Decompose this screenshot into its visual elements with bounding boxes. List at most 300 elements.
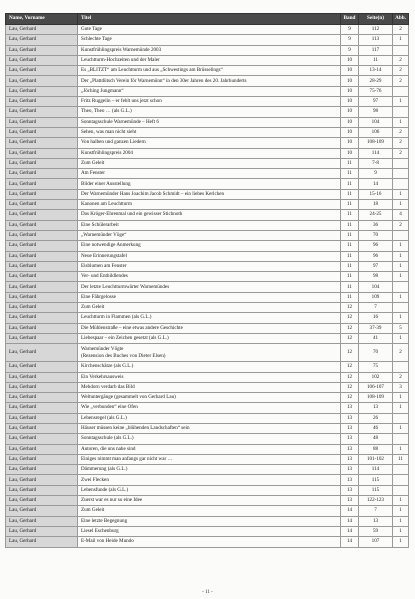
- pages-cell: 106: [359, 127, 393, 137]
- name-cell: Lau, Gerhard: [6, 230, 78, 240]
- name-cell: Lau, Gerhard: [6, 485, 78, 495]
- table-row: [6, 475, 409, 485]
- pages-cell: 96: [359, 241, 393, 251]
- band-cell: 11: [341, 261, 359, 271]
- name-cell: Lau, Gerhard: [6, 97, 78, 107]
- pages-cell: 7: [359, 506, 393, 516]
- table-row: [6, 55, 409, 65]
- title-cell: Liesel Eschenburg: [78, 526, 341, 536]
- pages-cell: 88: [359, 444, 393, 454]
- figures-cell: [393, 86, 409, 96]
- table-row: [6, 516, 409, 526]
- title-cell: Von halben und ganzen Liedern: [78, 138, 341, 148]
- band-cell: 10: [341, 55, 359, 65]
- table-row: [6, 382, 409, 392]
- name-cell: Lau, Gerhard: [6, 272, 78, 282]
- title-cell: Zwei Flecken: [78, 475, 341, 485]
- figures-cell: 2: [393, 66, 409, 76]
- name-cell: Lau, Gerhard: [6, 86, 78, 96]
- name-cell: Lau, Gerhard: [6, 45, 78, 55]
- name-cell: Lau, Gerhard: [6, 76, 78, 86]
- title-cell: Das Kröger-Ehrenmal und ein gewisser Stichnoth: [78, 210, 341, 220]
- title-cell: Eine Schülerarbeit: [78, 220, 341, 230]
- table-row: [6, 179, 409, 189]
- title-cell: Zum Geleit: [78, 506, 341, 516]
- figures-cell: 1: [393, 506, 409, 516]
- pages-cell: 96: [359, 251, 393, 261]
- figures-cell: [393, 179, 409, 189]
- figures-cell: 2: [393, 344, 409, 362]
- figures-cell: [393, 158, 409, 168]
- table-row: [6, 444, 409, 454]
- name-cell: Lau, Gerhard: [6, 434, 78, 444]
- table-row: [6, 86, 409, 96]
- pages-cell: 24-25: [359, 210, 393, 220]
- title-cell: Kunstfrühlingspreis 2004: [78, 148, 341, 158]
- pages-cell: 18: [359, 200, 393, 210]
- name-cell: Lau, Gerhard: [6, 372, 78, 382]
- figures-cell: 1: [393, 97, 409, 107]
- title-cell: Wie „verbunden“ eine Ofen: [78, 403, 341, 413]
- figures-cell: 1: [393, 516, 409, 526]
- band-cell: 10: [341, 148, 359, 158]
- band-cell: 14: [341, 537, 359, 547]
- band-cell: 10: [341, 127, 359, 137]
- band-cell: 10: [341, 107, 359, 117]
- band-cell: 12: [341, 313, 359, 323]
- band-cell: 12: [341, 333, 359, 343]
- band-cell: 11: [341, 230, 359, 240]
- pages-cell: 114: [359, 465, 393, 475]
- name-cell: Lau, Gerhard: [6, 537, 78, 547]
- title-cell: Es „BLITZT“ am Leuchtturm und aus „Schwestings am Brüsselings“: [78, 66, 341, 76]
- name-cell: Lau, Gerhard: [6, 403, 78, 413]
- band-cell: 12: [341, 382, 359, 392]
- table-row: [6, 413, 409, 423]
- title-cell: Zuerst war es nur so eine Idee: [78, 496, 341, 506]
- figures-cell: 1: [393, 496, 409, 506]
- name-cell: Lau, Gerhard: [6, 220, 78, 230]
- table-row: [6, 210, 409, 220]
- pages-cell: 37-39: [359, 323, 393, 333]
- figures-cell: 2: [393, 372, 409, 382]
- title-cell: Sonntagsschule (als G.L.): [78, 434, 341, 444]
- name-cell: Lau, Gerhard: [6, 333, 78, 343]
- pages-cell: 70: [359, 230, 393, 240]
- figures-cell: 2: [393, 76, 409, 86]
- name-cell: Lau, Gerhard: [6, 200, 78, 210]
- pages-cell: 26: [359, 413, 393, 423]
- title-cell: Sehen, was man nicht sieht: [78, 127, 341, 137]
- name-cell: Lau, Gerhard: [6, 55, 78, 65]
- title-cell: Häuser müssen keine „blühenden Landschaften“ sein: [78, 423, 341, 433]
- title-cell: Am Fenster: [78, 169, 341, 179]
- figures-cell: [393, 303, 409, 313]
- header-name: Name, Vorname: [6, 14, 78, 25]
- pages-cell: 36: [359, 220, 393, 230]
- figures-cell: [393, 230, 409, 240]
- figures-cell: 1: [393, 333, 409, 343]
- title-cell: Schlechte Tage: [78, 35, 341, 45]
- table-row: [6, 303, 409, 313]
- table-row: [6, 323, 409, 333]
- author-index-table: [5, 13, 409, 548]
- pages-cell: 113: [359, 35, 393, 45]
- title-cell: Zum Geleit: [78, 303, 341, 313]
- figures-cell: 1: [393, 35, 409, 45]
- pages-cell: 114: [359, 148, 393, 158]
- pages-cell: 75: [359, 362, 393, 372]
- band-cell: 11: [341, 158, 359, 168]
- table-row: [6, 362, 409, 372]
- name-cell: Lau, Gerhard: [6, 127, 78, 137]
- band-cell: 12: [341, 393, 359, 403]
- name-cell: Lau, Gerhard: [6, 413, 78, 423]
- title-cell: Leuchtturm-Hochzeiten und der Maler: [78, 55, 341, 65]
- pages-cell: 117: [359, 45, 393, 55]
- band-cell: 10: [341, 97, 359, 107]
- table-row: [6, 107, 409, 117]
- pages-cell: 7-8: [359, 158, 393, 168]
- name-cell: Lau, Gerhard: [6, 107, 78, 117]
- name-cell: Lau, Gerhard: [6, 526, 78, 536]
- figures-cell: 1: [393, 261, 409, 271]
- table-row: [6, 261, 409, 271]
- figures-cell: [393, 169, 409, 179]
- name-cell: Lau, Gerhard: [6, 35, 78, 45]
- name-cell: Lau, Gerhard: [6, 516, 78, 526]
- figures-cell: [393, 434, 409, 444]
- pages-cell: 14: [359, 179, 393, 189]
- table-row: [6, 537, 409, 547]
- band-cell: 10: [341, 86, 359, 96]
- band-cell: 11: [341, 272, 359, 282]
- pages-cell: 97: [359, 261, 393, 271]
- figures-cell: [393, 45, 409, 55]
- title-cell: Kunstfrühlingspreis Warnemünde 2003: [78, 45, 341, 55]
- name-cell: Lau, Gerhard: [6, 323, 78, 333]
- band-cell: 13: [341, 403, 359, 413]
- table-row: [6, 148, 409, 158]
- title-cell: Gute Tage: [78, 25, 341, 35]
- title-cell: Der Warnemünder Hans Joachim Jacob Schmidt – ein liebes Kerlchen: [78, 189, 341, 199]
- table-row: [6, 35, 409, 45]
- page-number: - 11 -: [202, 590, 213, 595]
- title-cell: Eine Fährgelosse: [78, 292, 341, 302]
- table-row: [6, 76, 409, 86]
- table-row: [6, 344, 409, 362]
- pages-cell: 108-109: [359, 138, 393, 148]
- pages-cell: 75-76: [359, 86, 393, 96]
- figures-cell: 1: [393, 526, 409, 536]
- pages-cell: 48: [359, 434, 393, 444]
- band-cell: 12: [341, 372, 359, 382]
- name-cell: Lau, Gerhard: [6, 506, 78, 516]
- band-cell: 11: [341, 179, 359, 189]
- pages-cell: 112: [359, 25, 393, 35]
- band-cell: 13: [341, 444, 359, 454]
- pages-cell: 28-29: [359, 76, 393, 86]
- pages-cell: 115: [359, 485, 393, 495]
- band-cell: 10: [341, 138, 359, 148]
- figures-cell: [393, 485, 409, 495]
- name-cell: Lau, Gerhard: [6, 189, 78, 199]
- pages-cell: 108-109: [359, 393, 393, 403]
- table-row: [6, 45, 409, 55]
- name-cell: Lau, Gerhard: [6, 241, 78, 251]
- pages-cell: 107: [359, 537, 393, 547]
- table-body: [6, 25, 409, 548]
- band-cell: 13: [341, 413, 359, 423]
- title-cell: E-Mail von Heide Mundo: [78, 537, 341, 547]
- table-row: [6, 241, 409, 251]
- band-cell: 13: [341, 465, 359, 475]
- table-row: [6, 526, 409, 536]
- table-row: [6, 200, 409, 210]
- band-cell: 11: [341, 200, 359, 210]
- table-row: [6, 313, 409, 323]
- name-cell: Lau, Gerhard: [6, 344, 78, 362]
- figures-cell: 1: [393, 272, 409, 282]
- title-cell: Autoren, die uns nahe sind: [78, 444, 341, 454]
- table-row: [6, 434, 409, 444]
- figures-cell: 11: [393, 454, 409, 464]
- figures-cell: 1: [393, 241, 409, 251]
- pages-cell: 13: [359, 403, 393, 413]
- table-row: [6, 189, 409, 199]
- header-figures: Abb.: [393, 14, 409, 25]
- pages-cell: 115: [359, 475, 393, 485]
- title-cell: Liebespaar – ein Zeichen gesetzt (als G.L.): [78, 333, 341, 343]
- pages-cell: 13-14: [359, 66, 393, 76]
- name-cell: Lau, Gerhard: [6, 454, 78, 464]
- band-cell: 14: [341, 516, 359, 526]
- name-cell: Lau, Gerhard: [6, 261, 78, 271]
- pages-cell: 15-16: [359, 189, 393, 199]
- title-cell: Kanonen am Leuchtturm: [78, 200, 341, 210]
- band-cell: 13: [341, 485, 359, 495]
- pages-cell: 104: [359, 117, 393, 127]
- title-cell: Die Mühlenstraße – eine etwas andere Geschichte: [78, 323, 341, 333]
- pages-cell: 98: [359, 107, 393, 117]
- table-row: [6, 454, 409, 464]
- title-cell: „Jöching Jungmann“: [78, 86, 341, 96]
- title-cell: Ver- und Entbildlendes: [78, 272, 341, 282]
- band-cell: 10: [341, 117, 359, 127]
- name-cell: Lau, Gerhard: [6, 382, 78, 392]
- figures-cell: [393, 282, 409, 292]
- name-cell: Lau, Gerhard: [6, 496, 78, 506]
- title-cell: Eine letzte Begegnung: [78, 516, 341, 526]
- table-row: [6, 485, 409, 495]
- table-row: [6, 138, 409, 148]
- name-cell: Lau, Gerhard: [6, 169, 78, 179]
- title-cell: Kirchenschätze (als G.L.): [78, 362, 341, 372]
- header-pages: Seite(n): [359, 14, 393, 25]
- figures-cell: 1: [393, 313, 409, 323]
- band-cell: 9: [341, 35, 359, 45]
- figures-cell: 3: [393, 382, 409, 392]
- band-cell: 12: [341, 344, 359, 362]
- figures-cell: 1: [393, 537, 409, 547]
- title-cell: Weltuntergänge (gesammelt von Gerhard Lau): [78, 393, 341, 403]
- band-cell: 11: [341, 169, 359, 179]
- name-cell: Lau, Gerhard: [6, 148, 78, 158]
- figures-cell: 1: [393, 292, 409, 302]
- band-cell: 13: [341, 475, 359, 485]
- band-cell: 11: [341, 189, 359, 199]
- band-cell: 9: [341, 45, 359, 55]
- table-row: [6, 403, 409, 413]
- title-cell: Eisblumen am Fenster: [78, 261, 341, 271]
- table-row: [6, 230, 409, 240]
- name-cell: Lau, Gerhard: [6, 66, 78, 76]
- figures-cell: 2: [393, 25, 409, 35]
- figures-cell: 1: [393, 423, 409, 433]
- pages-cell: 11: [359, 55, 393, 65]
- pages-cell: 109: [359, 292, 393, 302]
- table-row: [6, 251, 409, 261]
- pages-cell: 70: [359, 344, 393, 362]
- figures-cell: [393, 413, 409, 423]
- name-cell: Lau, Gerhard: [6, 25, 78, 35]
- title-cell: Fritz Ruggelin – er fehlt uns jetzt schon: [78, 97, 341, 107]
- name-cell: Lau, Gerhard: [6, 251, 78, 261]
- figures-cell: 4: [393, 210, 409, 220]
- name-cell: Lau, Gerhard: [6, 138, 78, 148]
- title-cell: Ein Verkehrsausweis: [78, 372, 341, 382]
- band-cell: 11: [341, 241, 359, 251]
- pages-cell: 106-107: [359, 382, 393, 392]
- pages-cell: 16: [359, 313, 393, 323]
- pages-cell: 59: [359, 526, 393, 536]
- table-row: [6, 127, 409, 137]
- name-cell: Lau, Gerhard: [6, 292, 78, 302]
- figures-cell: 1: [393, 393, 409, 403]
- band-cell: 10: [341, 66, 359, 76]
- table-row: [6, 372, 409, 382]
- title-cell: Bilder einer Ausstellung: [78, 179, 341, 189]
- table-row: [6, 220, 409, 230]
- table-row: [6, 97, 409, 107]
- title-cell: Theo, Theo … (als G.L.): [78, 107, 341, 117]
- title-cell: Leuchtturm in Flammen (als G.L.): [78, 313, 341, 323]
- pages-cell: 46: [359, 423, 393, 433]
- table-header: [6, 14, 409, 25]
- figures-cell: 5: [393, 323, 409, 333]
- band-cell: 13: [341, 423, 359, 433]
- table-row: [6, 506, 409, 516]
- band-cell: 13: [341, 496, 359, 506]
- pages-cell: 41: [359, 333, 393, 343]
- name-cell: Lau, Gerhard: [6, 475, 78, 485]
- figures-cell: [393, 107, 409, 117]
- figures-cell: 2: [393, 127, 409, 137]
- band-cell: 13: [341, 454, 359, 464]
- header-row: [6, 14, 409, 25]
- name-cell: Lau, Gerhard: [6, 210, 78, 220]
- figures-cell: 2: [393, 148, 409, 158]
- title-cell: Eine notwendige Anmerkung: [78, 241, 341, 251]
- title-cell: Warnemünder Vögte (Rezension des Buches von Dieter Elsen): [78, 344, 341, 362]
- pages-cell: 104: [359, 282, 393, 292]
- title-cell: Lebensfunde (als G.L.): [78, 485, 341, 495]
- name-cell: Lau, Gerhard: [6, 362, 78, 372]
- table-row: [6, 66, 409, 76]
- band-cell: 13: [341, 434, 359, 444]
- figures-cell: [393, 362, 409, 372]
- table-row: [6, 25, 409, 35]
- name-cell: Lau, Gerhard: [6, 313, 78, 323]
- figures-cell: 2: [393, 138, 409, 148]
- table-row: [6, 496, 409, 506]
- figures-cell: 1: [393, 117, 409, 127]
- title-cell: Der letzte Leuchtturmwärter Warnemündes: [78, 282, 341, 292]
- figures-cell: [393, 475, 409, 485]
- band-cell: 9: [341, 25, 359, 35]
- band-cell: 11: [341, 251, 359, 261]
- pages-cell: 9: [359, 169, 393, 179]
- table-row: [6, 465, 409, 475]
- band-cell: 11: [341, 282, 359, 292]
- band-cell: 12: [341, 323, 359, 333]
- name-cell: Lau, Gerhard: [6, 393, 78, 403]
- band-cell: 11: [341, 220, 359, 230]
- name-cell: Lau, Gerhard: [6, 117, 78, 127]
- title-cell: Neue Erinnerungstafel: [78, 251, 341, 261]
- name-cell: Lau, Gerhard: [6, 423, 78, 433]
- table-row: [6, 117, 409, 127]
- pages-cell: 122-123: [359, 496, 393, 506]
- header-band: Band: [341, 14, 359, 25]
- band-cell: 10: [341, 76, 359, 86]
- band-cell: 11: [341, 292, 359, 302]
- pages-cell: 97: [359, 97, 393, 107]
- title-cell: Zum Geleit: [78, 158, 341, 168]
- title-cell: Dämmerung (als G.L.): [78, 465, 341, 475]
- band-cell: 12: [341, 303, 359, 313]
- band-cell: 14: [341, 526, 359, 536]
- table-row: [6, 423, 409, 433]
- name-cell: Lau, Gerhard: [6, 282, 78, 292]
- name-cell: Lau, Gerhard: [6, 465, 78, 475]
- name-cell: Lau, Gerhard: [6, 158, 78, 168]
- pages-cell: 102: [359, 372, 393, 382]
- figures-cell: [393, 465, 409, 475]
- table-row: [6, 282, 409, 292]
- pages-cell: 13: [359, 516, 393, 526]
- title-cell: Sonntagsschule Warnemünde – Heft 6: [78, 117, 341, 127]
- figures-cell: 1: [393, 251, 409, 261]
- table-row: [6, 169, 409, 179]
- figures-cell: 1: [393, 189, 409, 199]
- title-cell: Einiges nimmt man anfangs gar nicht war …: [78, 454, 341, 464]
- figures-cell: 1: [393, 444, 409, 454]
- table-row: [6, 393, 409, 403]
- name-cell: Lau, Gerhard: [6, 444, 78, 454]
- table-row: [6, 158, 409, 168]
- band-cell: 12: [341, 362, 359, 372]
- band-cell: 11: [341, 210, 359, 220]
- pages-cell: 101-102: [359, 454, 393, 464]
- title-cell: Mehdorn verdarb das Bild: [78, 382, 341, 392]
- header-title: Titel: [78, 14, 341, 25]
- title-cell: Lebensregel (als G.L.): [78, 413, 341, 423]
- table-row: [6, 333, 409, 343]
- pages-cell: 7: [359, 303, 393, 313]
- name-cell: Lau, Gerhard: [6, 303, 78, 313]
- name-cell: Lau, Gerhard: [6, 179, 78, 189]
